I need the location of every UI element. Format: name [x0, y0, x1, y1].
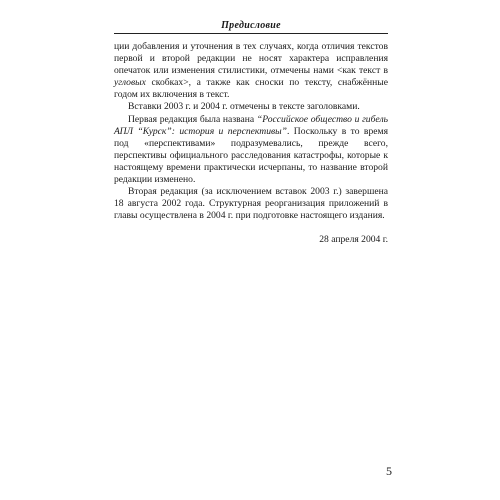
paragraph-1-text-b: скобках>, а также как сноски по тексту, снабжённые годом их включения в текст. [114, 77, 388, 101]
paragraph-1-text-a: ции добавления и уточнения в тех случаях, когда отличия текстов первой и второй редакции не носят характера исправления опечаток или изменения стилистики, отмечены нами <как текст в [114, 41, 388, 77]
signature-date: 28 апреля 2004 г. [319, 234, 388, 246]
paragraph-continued [114, 41, 388, 101]
paragraph-3-italic-title: “Российское общество и гибель АПЛ “Курск”: история и перспективы” [114, 113, 388, 137]
paragraph-3-text-b: . Поскольку в то время под «перспективами» подразумевались, прежде всего, перспективы официального расследования катастрофы, которые к настоящему времени практически исчерпаны, то название второй редакции изменено. [114, 125, 388, 186]
paragraph-first-edition [114, 114, 388, 187]
paragraph-3-text-a: Первая редакция была названа [128, 113, 257, 125]
body-text [114, 41, 388, 247]
spacer [114, 222, 388, 234]
page-number: 5 [386, 464, 392, 478]
paragraph-1-italic: угловых [114, 77, 146, 89]
paragraph-second-edition: Вторая редакция (за исключением вставок 2003 г.) завершена 18 августа 2002 года. Структурная реорганизация приложений в главы осуществлена в 2004 г. при подготовке настоящего издания. [114, 186, 388, 222]
running-header: Предисловие [221, 20, 281, 31]
header-rule [114, 33, 388, 34]
paragraph-insertions: Вставки 2003 г. и 2004 г. отмечены в тексте заголовками. [128, 101, 360, 113]
